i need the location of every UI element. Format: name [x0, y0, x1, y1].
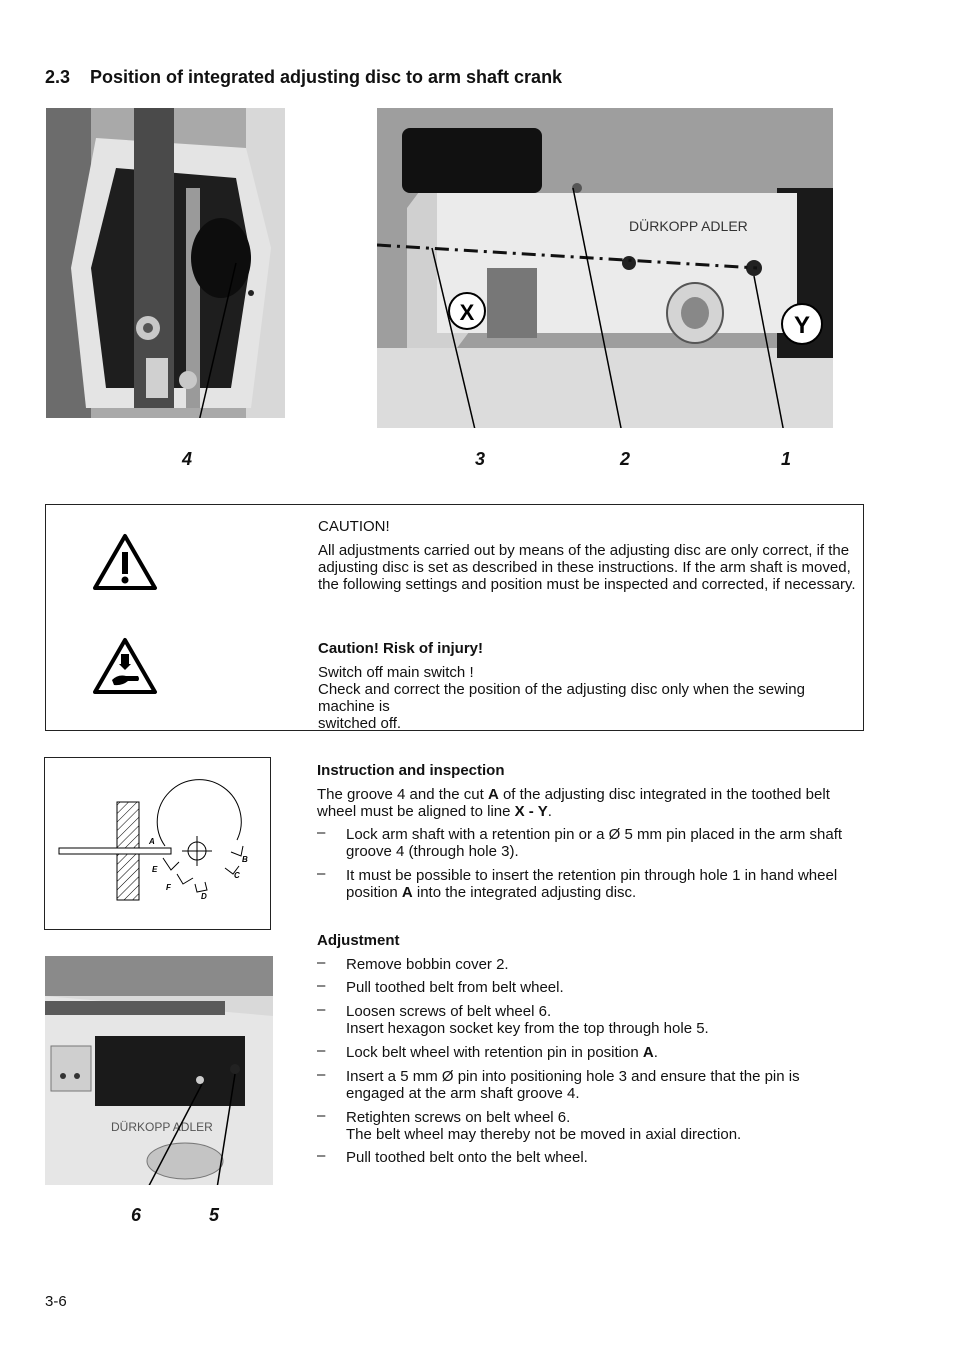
- label-y: Y: [793, 312, 811, 339]
- adjustment-item-7: [317, 1149, 857, 1166]
- arm-shaft-crank-illustration: [46, 108, 285, 418]
- dash-marker: –: [317, 1001, 326, 1018]
- instruction-intro: [317, 786, 857, 820]
- instruction-item-2-text: It must be possible to insert the retention pin through hole 1 in hand wheel position: [346, 867, 838, 901]
- adjustment-item-4: [317, 1044, 857, 1061]
- warning-triangle-icon: [92, 532, 158, 592]
- dash-marker: –: [317, 954, 326, 971]
- adjusting-disc-drawing: [45, 758, 270, 929]
- callout-1: 1: [781, 449, 792, 469]
- dash-marker: –: [317, 1147, 326, 1164]
- photo-belt-wheel: [45, 956, 273, 1185]
- brand-logo-2: DÜRKOPP ADLER: [111, 1120, 213, 1134]
- adjustment-item-4-text-end: .: [653, 1044, 658, 1061]
- instruction-intro-text-3: .: [547, 803, 552, 820]
- caution-text: All adjustments carried out by means of the adjusting disc are only correct, if the adjusting disc is set as described in these instructions. If the arm shaft is moved, the following settings and position must be inspected and corrected, if necessary.: [318, 542, 856, 593]
- section-number: 2.3: [45, 67, 71, 87]
- diagram-letter-d: D: [201, 892, 207, 901]
- caution-box: [45, 504, 864, 731]
- section-heading: [45, 67, 562, 88]
- instruction-item-2: [317, 867, 857, 901]
- adjustment-item-3-line-1: Loosen screws of belt wheel 6.: [346, 1003, 552, 1020]
- instruction-intro-text-1: The groove 4 and the cut: [317, 786, 488, 803]
- callout-3: 3: [475, 449, 486, 469]
- adjustment-item-2: [317, 979, 857, 996]
- injury-line-1: Switch off main switch !: [318, 664, 474, 681]
- brand-logo: DÜRKOPP ADLER: [629, 218, 748, 234]
- dash-marker: –: [317, 865, 326, 882]
- dash-marker: –: [317, 1066, 326, 1083]
- adjustment-item-1: [317, 956, 857, 973]
- diagram-letter-e: E: [152, 865, 158, 874]
- instruction-item-1: [317, 826, 857, 860]
- photo-sewing-machine: [377, 108, 833, 428]
- diagram-letter-c: C: [234, 871, 240, 880]
- adjustment-item-5-text: Insert a 5 mm Ø pin into positioning hole 3 and ensure that the pin is engaged at the arm shaft groove 4.: [346, 1068, 800, 1102]
- dash-marker: –: [317, 1042, 326, 1059]
- injury-text: [318, 664, 858, 732]
- diagram-letter-a: A: [149, 837, 155, 846]
- adjustment-title: Adjustment: [317, 932, 400, 949]
- dash-marker: –: [317, 977, 326, 994]
- adjustment-item-6-line-1: Retighten screws on belt wheel 6.: [346, 1109, 571, 1126]
- adjustment-item-6: [317, 1109, 857, 1143]
- belt-wheel-illustration: [45, 956, 273, 1185]
- diagram-letter-f: F: [166, 883, 171, 892]
- adjustment-item-6-line-2: The belt wheel may thereby not be moved in axial direction.: [346, 1126, 742, 1143]
- adjustment-item-1-text: Remove bobbin cover 2.: [346, 956, 509, 973]
- page-number: 3-6: [45, 1293, 67, 1310]
- adjustment-item-7-text: Pull toothed belt onto the belt wheel.: [346, 1149, 588, 1166]
- callout-6: 6: [131, 1205, 142, 1225]
- adjustment-item-4-bold: A: [642, 1044, 654, 1061]
- adjusting-disc-diagram: [44, 757, 271, 930]
- caution-title: CAUTION!: [318, 518, 390, 535]
- sewing-machine-illustration: [377, 108, 833, 428]
- section-title: Position of integrated adjusting disc to arm shaft crank: [90, 67, 563, 87]
- adjustment-item-3-line-2: Insert hexagon socket key from the top through hole 5.: [346, 1020, 709, 1037]
- hand-injury-warning-icon: [92, 636, 158, 696]
- injury-line-3: switched off.: [318, 715, 402, 732]
- dash-marker: –: [317, 824, 326, 841]
- callout-2: 2: [620, 449, 631, 469]
- dash-marker: –: [317, 1107, 326, 1124]
- instruction-intro-text-2: of the adjusting disc integrated in the toothed belt wheel must be aligned to line: [317, 786, 830, 820]
- instruction-item-2-bold: A: [401, 884, 413, 901]
- adjustment-item-3: [317, 1003, 857, 1037]
- label-x: X: [459, 300, 475, 325]
- instruction-item-1-text: Lock arm shaft with a retention pin or a Ø 5 mm pin placed in the arm shaft groove 4 (through hole 3).: [346, 826, 843, 860]
- instruction-intro-bold-a: A: [487, 786, 499, 803]
- adjustment-item-4-text: Lock belt wheel with retention pin in position: [346, 1044, 643, 1061]
- callout-5: 5: [209, 1205, 220, 1225]
- injury-title: Caution! Risk of injury!: [318, 640, 483, 657]
- instruction-title: Instruction and inspection: [317, 762, 505, 779]
- photo-arm-shaft-crank: [46, 108, 285, 418]
- injury-line-2: Check and correct the position of the adjusting disc only when the sewing machine is: [318, 681, 805, 715]
- adjustment-item-2-text: Pull toothed belt from belt wheel.: [346, 979, 564, 996]
- adjustment-item-5: [317, 1068, 857, 1102]
- instruction-item-2-text-end: into the integrated adjusting disc.: [412, 884, 637, 901]
- diagram-letter-b: B: [242, 855, 248, 864]
- instruction-intro-bold-xy: X - Y: [514, 803, 548, 820]
- callout-4: 4: [182, 449, 193, 469]
